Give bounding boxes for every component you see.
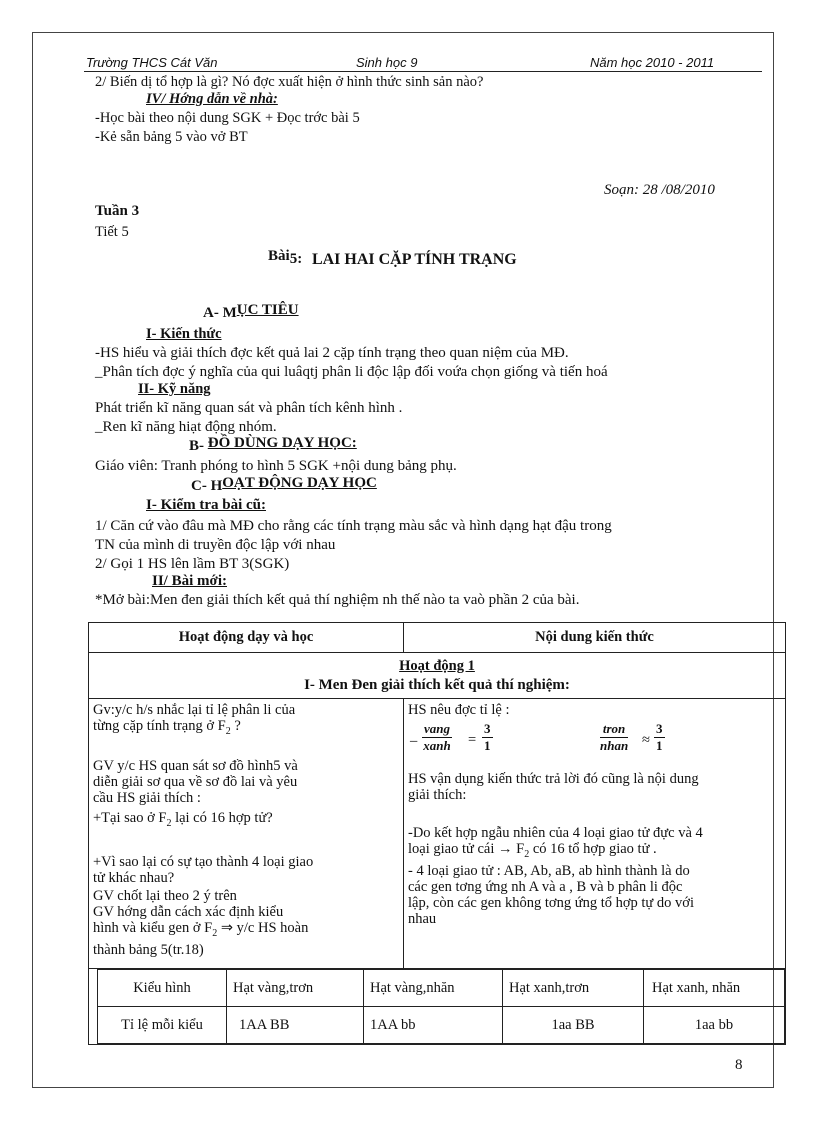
phenotype-table [97,969,785,1044]
phenotype-header-row [98,970,785,1007]
phenotype-header-3: Hạt xanh,trơn [503,970,644,1007]
section-a-title: ỤC TIÊU [236,302,299,318]
activity-heading-cell [89,653,786,699]
right-line-1: HS nêu đợc tỉ lệ : [408,702,510,718]
table-head-right: Nội dung kiến thức [404,623,786,653]
section-b-heading [189,435,357,455]
lesson-number: 5: [289,251,303,267]
ratio-cell-4: 1aa bb [644,1007,785,1044]
section-b-prefix: B- [189,438,208,454]
section-a-prefix: A- M [203,305,237,321]
header-rule [84,71,762,72]
homework-line-1: -Học bài theo nội dung SGK + Đọc trớc bài 5 [95,110,360,126]
phenotype-header-1: Hạt vàng,trơn [227,970,364,1007]
period-label: Tiết 5 [95,224,129,240]
check-question-2: 2/ Gọi 1 HS lên lầm BT 3(SGK) [95,556,290,572]
section-c-title: OẠT ĐỘNG DẠY HỌC [222,475,377,491]
right-line-6: - 4 loại giao tử : AB, Ab, aB, ab hình thành là do [408,862,690,879]
left-line-8: tử khác nhau? [93,869,175,886]
table-head-left: Hoạt động dạy và học [89,623,404,653]
left-line-9: GV chốt lại theo 2 ý trên [93,887,237,904]
left-line-6: +Tại sao ở $F_2$ lại có 16 hợp tử? [93,809,273,829]
phenotype-ratio-row [98,1007,785,1044]
section-a-heading [203,302,299,322]
phenotype-table-cell [89,969,786,1045]
teacher-activities [89,699,404,969]
phenotype-header-0: Kiểu hình [98,970,227,1007]
left-line-12: thành bảng 5(tr.18) [93,941,204,958]
fraction-3-1-a: $\frac{3}{1}$ [484,721,491,753]
activity-subtitle: I- Men Đen giải thích kết quả thí nghiệm: [304,676,570,693]
check-question-1b: TN của mình di truyền độc lập với nhau [95,537,336,553]
fraction-tron-nhan: tron nhan [600,721,629,753]
skills-line-1: Phát triển kĩ năng quan sát và phân tích kênh hình . [95,400,403,416]
left-line-3: GV y/c HS quan sát sơ đồ hình5 và [93,757,298,774]
ratio-formulas: – vang xanh = $\frac{3}{1}$ tron nhan ≈ $\frac{3}{1}$ [410,721,663,753]
left-line-1: Gv:y/c h/s nhắc lại tỉ lệ phân li của [93,702,296,718]
new-lesson-heading: II/ Bài mới: [152,573,227,589]
materials-line: Giáo viên: Tranh phóng to hình 5 SGK +nội dung bảng phụ. [95,458,457,474]
header-school: Trường THCS Cát Văn [86,55,218,70]
lesson-prefix: Bài [268,248,290,264]
left-line-2: từng cặp tính trạng ở $F_2$ ? [93,718,241,737]
right-line-8: lập, còn các gen không tơng ứng tổ hợp tự do với [408,894,694,911]
section-c-prefix: C- H [191,478,223,494]
section-c-heading [191,475,377,495]
header-year: Năm học 2010 - 2011 [590,55,715,70]
skills-line-2: _Ren kĩ năng hiạt động nhóm. [95,419,277,435]
ratio-cell-1: 1AA BB [227,1007,364,1044]
knowledge-heading: I- Kiến thức [146,326,222,342]
left-line-4: diễn giải sơ qua về sơ đồ lai và yêu [93,773,298,790]
review-question-2: 2/ Biến dị tổ hợp là gì? Nó đợc xuất hiện ở hình thức sinh sản nào? [95,74,484,90]
right-line-3: giải thích: [408,787,467,803]
prepared-date: Soạn: 28 /08/2010 [604,182,715,198]
right-line-9: nhau [408,910,437,927]
homework-title: IV/ Hớng dẫn về nhà: [146,91,278,107]
right-line-2: HS vận dụng kiến thức trả lời đó cũng là nội dung [408,771,699,787]
fraction-3-1-b: $\frac{3}{1}$ [656,721,663,753]
fraction-vang-xanh: vang xanh [423,721,451,753]
activity-number: Hoạt động 1 [399,657,475,674]
right-line-5: loại giao tử cái → $F_2$ có 16 tổ hợp giao tử . [408,841,657,860]
right-line-7: các gen tơng ứng nh A và a , B và b phân li độc [408,878,683,895]
knowledge-line-1: -HS hiểu và giải thích đợc kết quả lai 2 cặp tính trạng theo quan niệm của MĐ. [95,345,569,361]
phenotype-header-2: Hạt vàng,nhăn [364,970,503,1007]
approx-sign: ≈ [642,732,650,748]
ratio-cell-3: 1aa BB [503,1007,644,1044]
knowledge-content [404,699,786,969]
activity-table [88,622,786,1045]
header-subject: Sinh học 9 [356,55,418,70]
right-line-4: -Do kết hợp ngẫu nhiên của 4 loại giao tử đực và 4 [408,825,703,841]
left-line-7: +Vì sao lại có sự tạo thành 4 loại giao [93,853,314,870]
left-line-11: hình và kiểu gen ở $F_2$ ⇒ y/c HS hoàn [93,919,309,939]
ratio-cell-0: Tỉ lệ mỗi kiểu [98,1007,227,1044]
phenotype-header-4: Hạt xanh, nhăn [644,970,785,1007]
equals-sign: = [468,732,477,748]
lesson-title [268,247,517,268]
section-b-title: ĐỒ DÙNG DẠY HỌC: [207,435,357,451]
left-line-5: cầu HS giải thích : [93,789,201,806]
check-question-1a: 1/ Căn cứ vào đâu mà MĐ cho rằng các tính trạng màu sắc và hình dạng hạt đậu trong [95,518,612,534]
skills-heading: II- Kỹ năng [138,381,211,397]
homework-line-2: -Kẻ sẵn bảng 5 vào vở BT [95,129,248,145]
left-line-10: GV hớng dẫn cách xác định kiểu [93,903,284,920]
intro-line: *Mở bài:Men đen giải thích kết quả thí nghiệm nh thế nào ta vaò phần 2 của bài. [95,592,580,608]
knowledge-line-2: _Phân tích đợc ý nghĩa của qui luâqtj phân li độc lập đối voứa chọn giống và tiến hoá [95,364,608,380]
ratio-cell-2: 1AA bb [364,1007,503,1044]
week-label: Tuần 3 [95,203,140,219]
lesson-name: LAI HAI CẶP TÍNH TRẠNG [311,251,517,268]
page-number: 8 [735,1057,743,1073]
check-heading: I- Kiểm tra bài cũ: [146,497,266,513]
